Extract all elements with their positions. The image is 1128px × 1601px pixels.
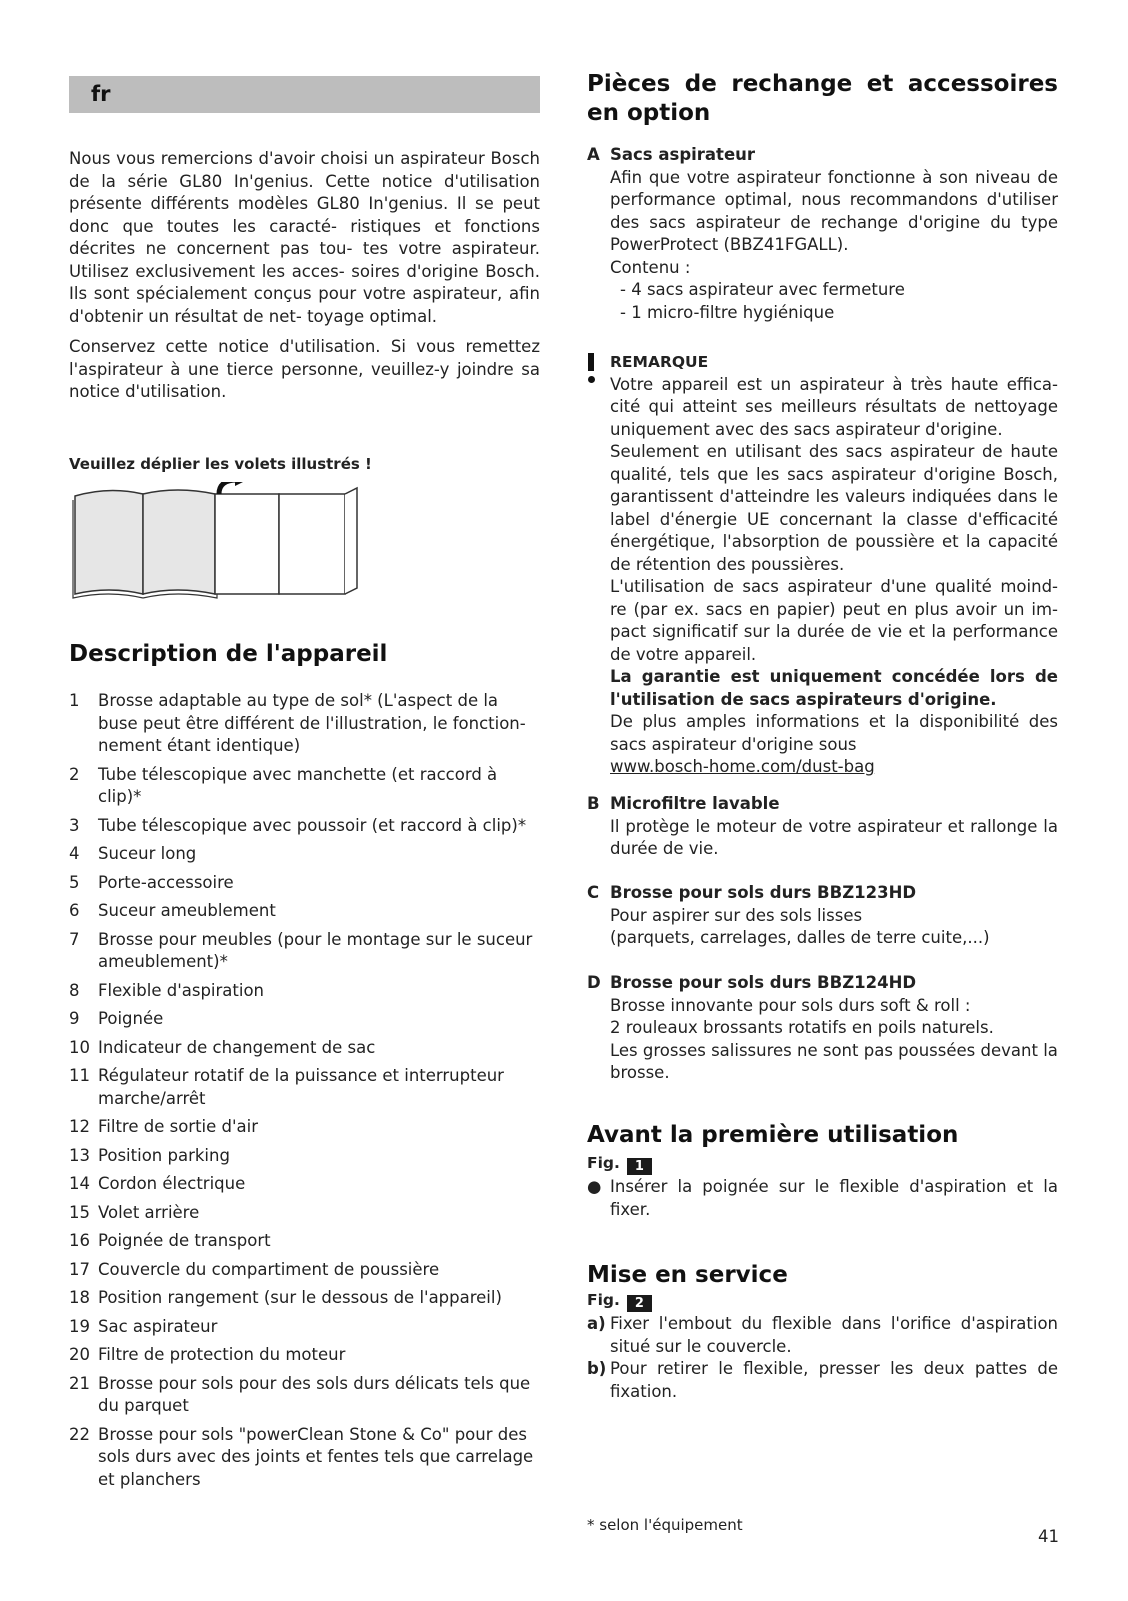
item-number: 9 bbox=[69, 1009, 80, 1028]
step-label: b) bbox=[587, 1359, 607, 1378]
accessory-title: Brosse pour sols durs BBZ124HD bbox=[610, 973, 917, 992]
list-item bbox=[69, 1373, 540, 1418]
item-number: 21 bbox=[69, 1373, 90, 1393]
item-text: Suceur long bbox=[98, 844, 197, 863]
list-item bbox=[69, 1202, 540, 1225]
step-text: Pour retirer le flexible, presser les deux pattes de fixation. bbox=[610, 1359, 1058, 1401]
item-text: Suceur ameublement bbox=[98, 901, 276, 920]
list-item bbox=[69, 1037, 540, 1060]
description-heading: Description de l'appareil bbox=[69, 641, 388, 667]
figure-reference bbox=[587, 1152, 652, 1175]
list-item bbox=[69, 1008, 540, 1031]
footnote: * selon l'équipement bbox=[587, 1516, 743, 1534]
item-number: 14 bbox=[69, 1174, 90, 1193]
item-number: 7 bbox=[69, 929, 80, 949]
figure-label: Fig. bbox=[587, 1291, 620, 1309]
list-item bbox=[69, 764, 540, 809]
step-text: Insérer la poignée sur le flexible d'aspiration et la fixer. bbox=[610, 1177, 1058, 1219]
list-item bbox=[69, 1287, 540, 1310]
list-item bbox=[69, 1116, 540, 1139]
intro-paragraph-1: Nous vous remercions d'avoir choisi un aspirateur Bosch de la série GL80 In'genius. Cette notice d'utilisation présente différents modèles GL80 In'genius. Il se peut donc que toutes les caracté- ristiques et fonctions décrites ne concernent pas tou- tes votre aspirateur. Utilisez exclusivement les acces- soires d'origine Bosch. Ils sont spécialement conçus pour votre aspirateur, afin d'obtenir un résultat de net- toyage optimal. bbox=[69, 149, 540, 326]
accessory-text: Afin que votre aspirateur fonctionne à son niveau de performance optimal, nous recommandons d'utiliser des sacs aspirateur de rechange d'origine du type PowerProtect (BBZ41FGALL). bbox=[610, 167, 1058, 254]
figure-reference bbox=[587, 1289, 652, 1312]
figure-number-badge: 2 bbox=[627, 1295, 652, 1312]
accessories-heading: Pièces de rechange et accessoires en option bbox=[587, 71, 1058, 126]
list-item bbox=[69, 1316, 540, 1339]
item-number: 13 bbox=[69, 1145, 90, 1165]
list-item bbox=[69, 1173, 540, 1196]
step-text: Fixer l'embout du flexible dans l'orifice d'aspiration situé sur le couvercle. bbox=[610, 1314, 1058, 1356]
list-item bbox=[69, 929, 540, 974]
list-item bbox=[69, 1145, 540, 1168]
intro-section bbox=[69, 148, 540, 412]
item-text: Poignée bbox=[98, 1009, 164, 1028]
page-number: 41 bbox=[1038, 1527, 1059, 1546]
figure-label: Fig. bbox=[587, 1154, 620, 1172]
accessory-letter: D bbox=[587, 973, 601, 992]
language-label: fr bbox=[91, 82, 111, 106]
note-paragraph-1: Votre appareil est un aspirateur à très haute effica- cité qui atteint ses meilleurs résultats de nettoyage uniquement avec des sacs aspirateur d'origine. bbox=[610, 374, 1058, 439]
item-number: 3 bbox=[69, 815, 80, 835]
list-item bbox=[69, 1065, 540, 1110]
list-item bbox=[69, 900, 540, 923]
language-tab bbox=[69, 76, 540, 113]
item-number: 22 bbox=[69, 1424, 90, 1444]
accessory-letter: A bbox=[587, 145, 600, 164]
commissioning-heading: Mise en service bbox=[587, 1262, 788, 1288]
item-text: Cordon électrique bbox=[98, 1174, 246, 1193]
item-text: Sac aspirateur bbox=[98, 1316, 218, 1336]
item-text: Flexible d'aspiration bbox=[98, 980, 265, 1000]
item-text: Couvercle du compartiment de poussière bbox=[98, 1259, 440, 1279]
item-number: 16 bbox=[69, 1231, 90, 1250]
first-use-heading: Avant la première utilisation bbox=[587, 1122, 959, 1148]
list-item bbox=[69, 843, 540, 866]
item-text: Position rangement (sur le dessous de l'appareil) bbox=[98, 1288, 502, 1307]
contents-item: - 1 micro-filtre hygiénique bbox=[620, 302, 835, 322]
accessory-a bbox=[587, 144, 1058, 324]
item-number: 2 bbox=[69, 764, 80, 784]
dust-bag-link[interactable]: www.bosch-home.com/dust-bag bbox=[610, 757, 875, 776]
accessory-c bbox=[587, 882, 1058, 950]
item-number: 4 bbox=[69, 844, 80, 863]
accessory-b bbox=[587, 793, 1058, 861]
item-number: 20 bbox=[69, 1345, 90, 1364]
item-text: Brosse adaptable au type de sol* (L'aspect de la buse peut être différent de l'illustration, le fonction- nement étant identique) bbox=[98, 691, 526, 755]
note-title: REMARQUE bbox=[610, 353, 709, 371]
list-item bbox=[69, 1230, 540, 1253]
accessory-letter: B bbox=[587, 794, 600, 813]
item-text: Filtre de sortie d'air bbox=[98, 1117, 259, 1136]
accessory-text: 2 rouleaux brossants rotatifs en poils naturels. bbox=[610, 1018, 994, 1037]
item-text: Volet arrière bbox=[98, 1202, 200, 1222]
unfold-book-illustration bbox=[69, 482, 369, 607]
item-text: Filtre de protection du moteur bbox=[98, 1345, 346, 1364]
accessory-title: Brosse pour sols durs BBZ123HD bbox=[610, 883, 917, 902]
item-text: Tube télescopique avec manchette (et raccord à clip)* bbox=[98, 764, 498, 806]
item-number: 18 bbox=[69, 1288, 90, 1307]
accessory-d bbox=[587, 972, 1058, 1085]
exclamation-icon bbox=[587, 351, 610, 779]
item-number: 8 bbox=[69, 980, 80, 1000]
item-text: Position parking bbox=[98, 1145, 230, 1165]
note-paragraph-4: De plus amples informations et la disponibilité des sacs aspirateur d'origine sous bbox=[610, 712, 1058, 754]
list-item bbox=[69, 1424, 540, 1492]
warranty-notice: La garantie est uniquement concédée lors de l'utilisation de sacs aspirateurs d'origine. bbox=[610, 667, 1058, 709]
accessory-text: Pour aspirer sur des sols lisses bbox=[610, 905, 863, 925]
item-text: Porte-accessoire bbox=[98, 872, 234, 892]
accessory-text: Brosse innovante pour sols durs soft & roll : bbox=[610, 995, 971, 1015]
item-number: 5 bbox=[69, 872, 80, 892]
commissioning-step-a bbox=[587, 1313, 1058, 1358]
item-text: Brosse pour sols "powerClean Stone & Co" pour des sols durs avec des joints et fentes tels que carrelage et planchers bbox=[98, 1424, 534, 1489]
accessory-title: Sacs aspirateur bbox=[610, 145, 756, 164]
list-item bbox=[69, 1344, 540, 1367]
note-paragraph-3: L'utilisation de sacs aspirateur d'une qualité moind- re (par ex. sacs en papier) peut en plus avoir un im- pact significatif sur la durée de vie et la performance de votre appareil. bbox=[610, 577, 1058, 664]
unfold-instruction: Veuillez déplier les volets illustrés ! bbox=[69, 455, 372, 473]
item-number: 19 bbox=[69, 1316, 90, 1336]
commissioning-step-b bbox=[587, 1358, 1058, 1403]
accessory-title: Microfiltre lavable bbox=[610, 794, 780, 813]
parts-list bbox=[69, 690, 540, 1497]
list-item bbox=[69, 815, 540, 838]
item-number: 12 bbox=[69, 1117, 90, 1136]
item-text: Poignée de transport bbox=[98, 1231, 271, 1250]
figure-number-badge: 1 bbox=[627, 1158, 652, 1175]
first-use-step bbox=[587, 1176, 1058, 1221]
contents-item: - 4 sacs aspirateur avec fermeture bbox=[620, 280, 905, 299]
item-number: 11 bbox=[69, 1066, 90, 1085]
bullet-icon: ● bbox=[587, 1177, 602, 1196]
accessory-text: Il protège le moteur de votre aspirateur et rallonge la durée de vie. bbox=[610, 816, 1058, 858]
accessory-letter: C bbox=[587, 883, 600, 902]
list-item bbox=[69, 1259, 540, 1282]
item-text: Brosse pour meubles (pour le montage sur le suceur ameublement)* bbox=[98, 929, 533, 971]
list-item bbox=[69, 980, 540, 1003]
intro-paragraph-2: Conservez cette notice d'utilisation. Si vous remettez l'aspirateur à une tierce personne, veuillez-y joindre sa notice d'utilisation. bbox=[69, 337, 540, 401]
item-number: 6 bbox=[69, 901, 80, 920]
item-number: 15 bbox=[69, 1202, 90, 1222]
item-text: Régulateur rotatif de la puissance et interrupteur marche/arrêt bbox=[98, 1066, 504, 1108]
step-label: a) bbox=[587, 1314, 606, 1333]
contents-label: Contenu : bbox=[610, 257, 691, 277]
item-text: Tube télescopique avec poussoir (et raccord à clip)* bbox=[98, 815, 527, 835]
note-block bbox=[587, 351, 1058, 779]
item-text: Brosse pour sols pour des sols durs délicats tels que du parquet bbox=[98, 1373, 531, 1415]
item-number: 17 bbox=[69, 1259, 90, 1279]
accessory-text: (parquets, carrelages, dalles de terre cuite,...) bbox=[610, 928, 990, 947]
note-paragraph-2: Seulement en utilisant des sacs aspirateur de haute qualité, tels que les sacs aspirateur d'origine Bosch, garantissent d'atteindre les valeurs indiquées dans le label d'énergie UE concernant la classe d'efficacité énergétique, l'absorption de poussière et la capacité de rétention des poussières. bbox=[610, 442, 1058, 574]
item-text: Indicateur de changement de sac bbox=[98, 1037, 376, 1057]
list-item bbox=[69, 690, 540, 758]
list-item bbox=[69, 872, 540, 895]
item-number: 10 bbox=[69, 1037, 90, 1057]
item-number: 1 bbox=[69, 691, 80, 710]
accessory-text: Les grosses salissures ne sont pas poussées devant la brosse. bbox=[610, 1040, 1058, 1082]
